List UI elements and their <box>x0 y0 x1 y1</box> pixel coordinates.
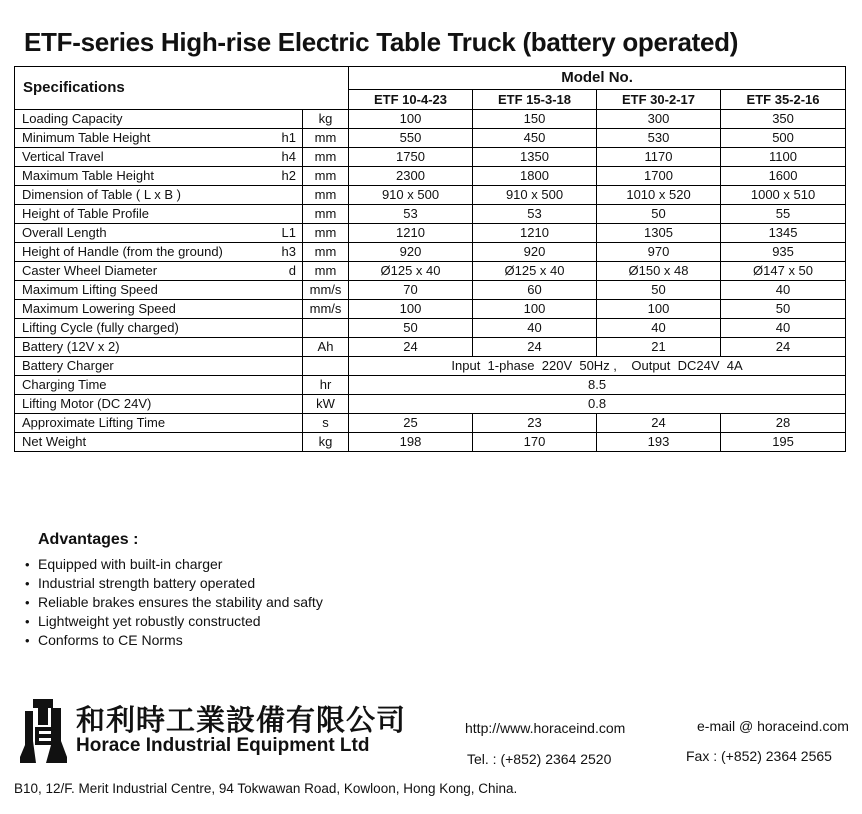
value-cell: 40 <box>597 319 721 338</box>
spec-name: Minimum Table Height <box>22 130 151 145</box>
unit-cell: mm <box>303 167 349 186</box>
value-cell: 1700 <box>597 167 721 186</box>
value-cell: 920 <box>349 243 473 262</box>
spec-row <box>15 186 846 205</box>
spec-row <box>15 357 846 376</box>
spec-name-cell <box>15 148 303 167</box>
spec-row <box>15 110 846 129</box>
spec-symbol: h4 <box>281 149 296 164</box>
advantage-text: Reliable brakes ensures the stability and safty <box>38 594 323 610</box>
value-cell: 100 <box>349 300 473 319</box>
bullet-icon: • <box>25 614 30 629</box>
unit-cell: mm <box>303 148 349 167</box>
spec-name-cell <box>15 262 303 281</box>
value-cell: 24 <box>721 338 846 357</box>
value-cell: 50 <box>721 300 846 319</box>
value-cell: 350 <box>721 110 846 129</box>
advantage-item <box>25 574 323 593</box>
spec-row <box>15 281 846 300</box>
unit-cell: kW <box>303 395 349 414</box>
spec-row <box>15 338 846 357</box>
value-cell: Ø125 x 40 <box>473 262 597 281</box>
spec-symbol: h1 <box>281 130 296 145</box>
value-cell: 150 <box>473 110 597 129</box>
model-column-header: ETF 10-4-23 <box>349 90 473 110</box>
value-cell: 1100 <box>721 148 846 167</box>
spec-name: Loading Capacity <box>22 111 123 126</box>
unit-cell: mm/s <box>303 281 349 300</box>
company-name-english: Horace Industrial Equipment Ltd <box>76 735 370 756</box>
spec-name-cell <box>15 433 303 452</box>
advantage-text: Lightweight yet robustly constructed <box>38 613 261 629</box>
value-cell: 550 <box>349 129 473 148</box>
spec-name: Lifting Motor (DC 24V) <box>22 396 152 411</box>
spec-name-cell <box>15 414 303 433</box>
unit-cell: s <box>303 414 349 433</box>
table-header-row-1 <box>15 67 846 90</box>
value-cell: 50 <box>349 319 473 338</box>
value-cell: 1600 <box>721 167 846 186</box>
spec-name-cell <box>15 243 303 262</box>
value-cell: 50 <box>597 205 721 224</box>
unit-cell: hr <box>303 376 349 395</box>
spec-name-cell <box>15 300 303 319</box>
spec-row <box>15 395 846 414</box>
value-cell: 50 <box>597 281 721 300</box>
spec-row <box>15 262 846 281</box>
page-title: ETF-series High-rise Electric Table Truck (battery operated) <box>24 27 739 58</box>
value-cell: 55 <box>721 205 846 224</box>
spec-name-cell <box>15 281 303 300</box>
advantage-item <box>25 555 323 574</box>
unit-cell: mm/s <box>303 300 349 319</box>
bullet-icon: • <box>25 576 30 591</box>
value-cell: 1010 x 520 <box>597 186 721 205</box>
spec-row <box>15 167 846 186</box>
bullet-icon: • <box>25 595 30 610</box>
value-cell: 60 <box>473 281 597 300</box>
advantage-item <box>25 631 323 650</box>
model-no-header: Model No. <box>349 67 846 90</box>
value-cell: 1000 x 510 <box>721 186 846 205</box>
unit-cell: mm <box>303 205 349 224</box>
value-cell: 970 <box>597 243 721 262</box>
value-cell-span: Input 1-phase 220V 50Hz , Output DC24V 4A <box>349 357 846 376</box>
value-cell: 53 <box>473 205 597 224</box>
company-address: B10, 12/F. Merit Industrial Centre, 94 Tokwawan Road, Kowloon, Hong Kong, China. <box>14 781 518 796</box>
spec-name-cell <box>15 376 303 395</box>
spec-name: Maximum Table Height <box>22 168 154 183</box>
value-cell: 1305 <box>597 224 721 243</box>
spec-row <box>15 205 846 224</box>
value-cell: 198 <box>349 433 473 452</box>
fax-number: Fax : (+852) 2364 2565 <box>686 748 832 764</box>
value-cell: 920 <box>473 243 597 262</box>
spec-name-cell <box>15 205 303 224</box>
bullet-icon: • <box>25 633 30 648</box>
model-column-header: ETF 35-2-16 <box>721 90 846 110</box>
value-cell: 1170 <box>597 148 721 167</box>
value-cell: 193 <box>597 433 721 452</box>
spec-name-cell <box>15 395 303 414</box>
value-cell: 1345 <box>721 224 846 243</box>
value-cell: 1750 <box>349 148 473 167</box>
spec-name: Vertical Travel <box>22 149 104 164</box>
value-cell: 1800 <box>473 167 597 186</box>
spec-row <box>15 376 846 395</box>
unit-cell <box>303 357 349 376</box>
website-url: http://www.horaceind.com <box>465 720 626 736</box>
spec-name-cell <box>15 357 303 376</box>
telephone-number: Tel. : (+852) 2364 2520 <box>467 751 612 767</box>
spec-row <box>15 243 846 262</box>
spec-name-cell <box>15 129 303 148</box>
spec-table-body <box>15 110 846 452</box>
value-cell: 300 <box>597 110 721 129</box>
spec-name: Height of Table Profile <box>22 206 149 221</box>
spec-name: Approximate Lifting Time <box>22 415 166 430</box>
value-cell: 25 <box>349 414 473 433</box>
spec-name: Maximum Lowering Speed <box>22 301 176 316</box>
spec-name: Lifting Cycle (fully charged) <box>22 320 179 335</box>
spec-name-cell <box>15 186 303 205</box>
unit-cell <box>303 319 349 338</box>
spec-name: Overall Length <box>22 225 107 240</box>
advantage-item <box>25 612 323 631</box>
spec-row <box>15 224 846 243</box>
company-logo-icon <box>20 699 67 763</box>
value-cell: 100 <box>349 110 473 129</box>
company-name-chinese: 和利時工業設備有限公司 <box>76 705 407 737</box>
spec-name-cell <box>15 110 303 129</box>
value-cell: 70 <box>349 281 473 300</box>
value-cell: 40 <box>473 319 597 338</box>
value-cell: 23 <box>473 414 597 433</box>
value-cell: 1350 <box>473 148 597 167</box>
value-cell: 24 <box>349 338 473 357</box>
value-cell: 53 <box>349 205 473 224</box>
spec-name: Caster Wheel Diameter <box>22 263 158 278</box>
value-cell: 21 <box>597 338 721 357</box>
spec-name: Dimension of Table ( L x B ) <box>22 187 181 202</box>
value-cell: 910 x 500 <box>349 186 473 205</box>
unit-cell: mm <box>303 186 349 205</box>
spec-name-cell <box>15 224 303 243</box>
value-cell: 530 <box>597 129 721 148</box>
unit-cell: mm <box>303 129 349 148</box>
value-cell: 195 <box>721 433 846 452</box>
value-cell: 935 <box>721 243 846 262</box>
spec-row <box>15 433 846 452</box>
value-cell: Ø125 x 40 <box>349 262 473 281</box>
value-cell: 40 <box>721 281 846 300</box>
email-address: e-mail @ horaceind.com <box>697 718 849 734</box>
spec-row <box>15 129 846 148</box>
advantage-item <box>25 593 323 612</box>
unit-cell: mm <box>303 243 349 262</box>
spec-symbol: h3 <box>281 244 296 259</box>
spec-name: Maximum Lifting Speed <box>22 282 158 297</box>
spec-row <box>15 414 846 433</box>
advantages-heading: Advantages : <box>38 531 139 548</box>
advantage-text: Equipped with built-in charger <box>38 556 223 572</box>
value-cell: 40 <box>721 319 846 338</box>
spec-name-cell <box>15 338 303 357</box>
bullet-icon: • <box>25 557 30 572</box>
spec-row <box>15 148 846 167</box>
unit-cell: mm <box>303 262 349 281</box>
specifications-table <box>14 66 846 452</box>
value-cell-span: 0.8 <box>349 395 846 414</box>
value-cell: Ø147 x 50 <box>721 262 846 281</box>
spec-name: Battery (12V x 2) <box>22 339 120 354</box>
value-cell: 100 <box>473 300 597 319</box>
advantage-text: Industrial strength battery operated <box>38 575 256 591</box>
unit-cell: kg <box>303 110 349 129</box>
spec-row <box>15 319 846 338</box>
specifications-header: Specifications <box>15 67 349 110</box>
value-cell: 500 <box>721 129 846 148</box>
unit-cell: Ah <box>303 338 349 357</box>
value-cell: 24 <box>597 414 721 433</box>
advantage-text: Conforms to CE Norms <box>38 632 183 648</box>
value-cell: Ø150 x 48 <box>597 262 721 281</box>
value-cell: 24 <box>473 338 597 357</box>
spec-name: Charging Time <box>22 377 107 392</box>
value-cell: 450 <box>473 129 597 148</box>
unit-cell: kg <box>303 433 349 452</box>
spec-name: Height of Handle (from the ground) <box>22 244 223 259</box>
value-cell: 28 <box>721 414 846 433</box>
spec-name-cell <box>15 167 303 186</box>
value-cell: 1210 <box>349 224 473 243</box>
spec-symbol: h2 <box>281 168 296 183</box>
spec-name-cell <box>15 319 303 338</box>
value-cell: 2300 <box>349 167 473 186</box>
spec-symbol: L1 <box>281 225 296 240</box>
spec-row <box>15 300 846 319</box>
value-cell: 170 <box>473 433 597 452</box>
value-cell: 910 x 500 <box>473 186 597 205</box>
value-cell: 1210 <box>473 224 597 243</box>
spec-name: Battery Charger <box>22 358 114 373</box>
spec-symbol: d <box>288 263 296 278</box>
model-column-header: ETF 15-3-18 <box>473 90 597 110</box>
model-column-header: ETF 30-2-17 <box>597 90 721 110</box>
spec-name: Net Weight <box>22 434 87 449</box>
unit-cell: mm <box>303 224 349 243</box>
value-cell-span: 8.5 <box>349 376 846 395</box>
value-cell: 100 <box>597 300 721 319</box>
advantages-section <box>25 531 323 650</box>
advantages-list <box>25 555 323 650</box>
